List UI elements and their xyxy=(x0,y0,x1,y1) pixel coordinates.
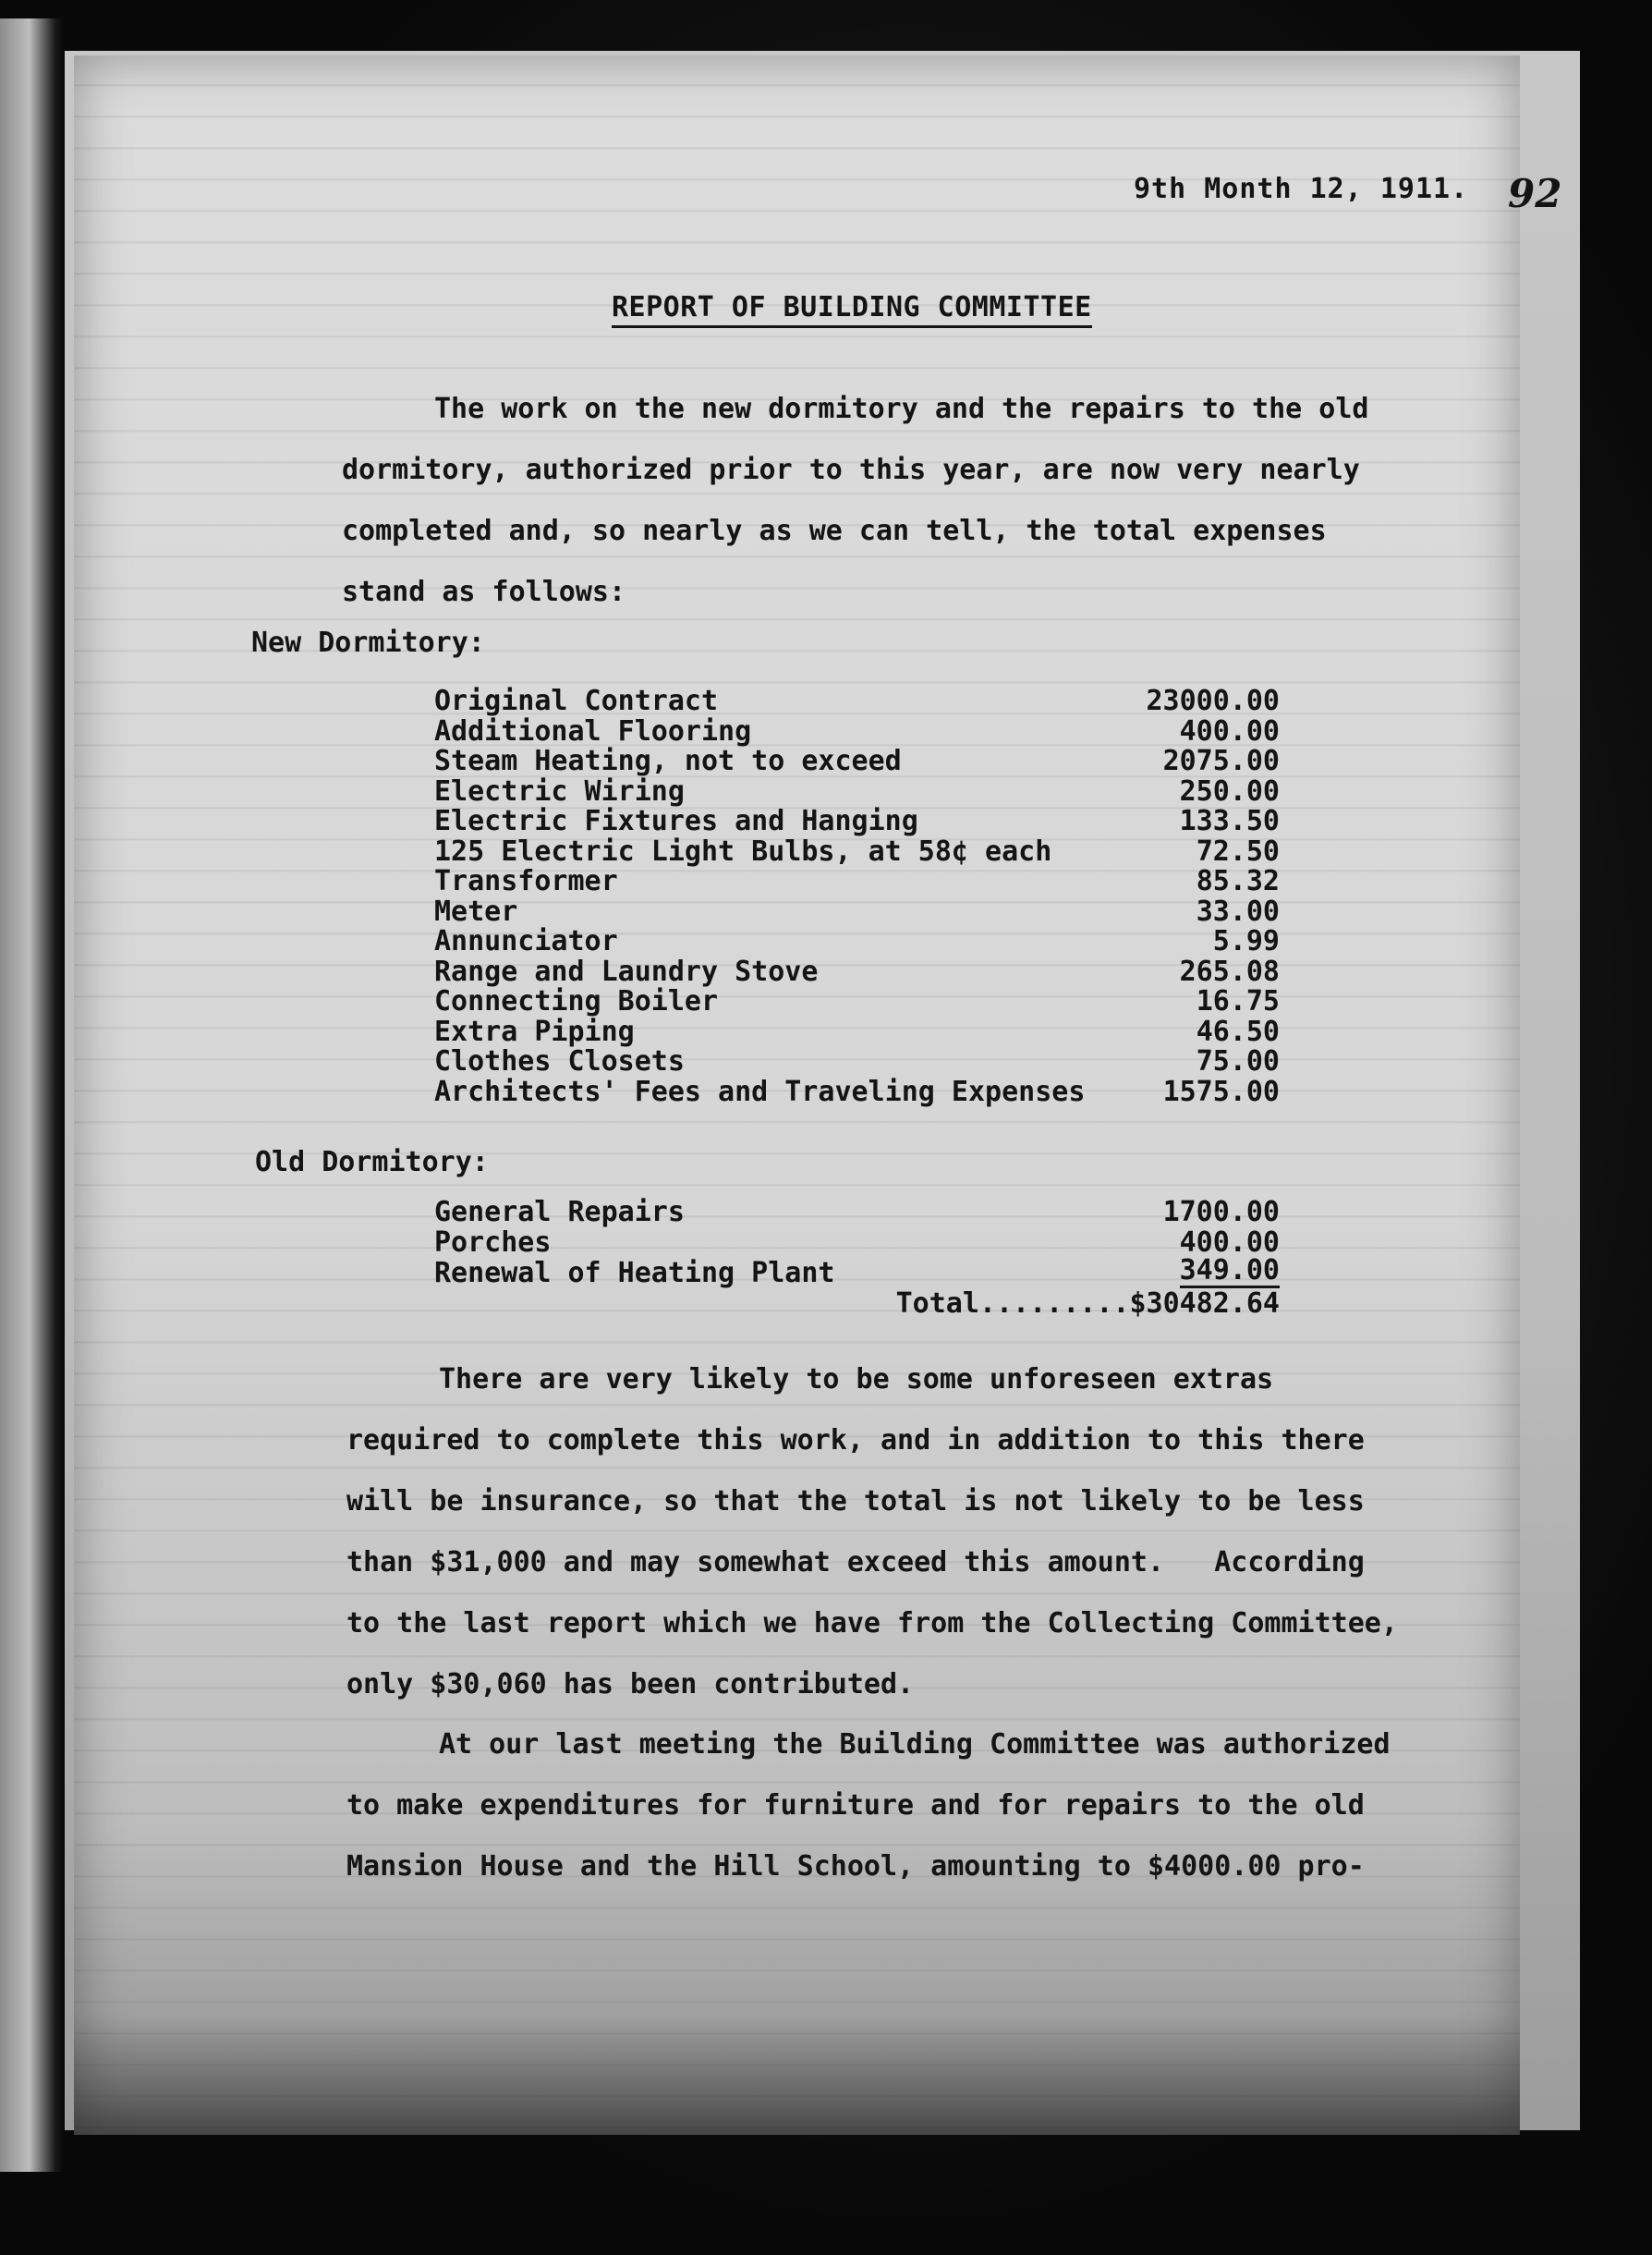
expense-desc: Original Contract xyxy=(434,685,719,717)
expense-row xyxy=(434,867,1280,897)
expense-desc: Additional Flooring xyxy=(434,714,752,748)
expense-amount: 400.00 xyxy=(1179,714,1280,748)
expense-row xyxy=(434,774,1280,808)
expense-amount: 72.50 xyxy=(1196,835,1280,868)
expense-desc: Connecting Boiler xyxy=(434,985,719,1018)
expense-desc: Architects' Fees and Traveling Expenses xyxy=(434,1075,1086,1108)
expense-amount: 75.00 xyxy=(1196,1045,1280,1078)
expense-amount: 16.75 xyxy=(1196,985,1280,1018)
expense-desc: Transformer xyxy=(434,865,618,897)
expense-amount: 33.00 xyxy=(1196,895,1280,928)
page-number: 92 xyxy=(1508,171,1562,216)
expense-row xyxy=(434,927,1280,957)
paragraph-line: required to complete this work, and in addition to this there xyxy=(346,1424,1365,1457)
expense-desc: Renewal of Heating Plant xyxy=(434,1257,835,1289)
expense-row xyxy=(434,687,1280,717)
extras-paragraph xyxy=(346,1349,1464,1715)
expense-row xyxy=(434,1075,1280,1108)
expense-amount: 1700.00 xyxy=(1162,1196,1280,1228)
new-dormitory-label: New Dormitory: xyxy=(251,627,485,659)
expense-total: Total.........$30482.64 xyxy=(895,1287,1280,1320)
expense-amount: 46.50 xyxy=(1196,1015,1280,1048)
scan-bottom-shadow xyxy=(74,2015,1520,2135)
paragraph-line: to make expenditures for furniture and for repairs to the old xyxy=(346,1789,1365,1822)
expense-amount: 5.99 xyxy=(1212,925,1280,957)
paragraph-line: There are very likely to be some unforeseen extras xyxy=(439,1363,1274,1396)
paragraph-line: At our last meeting the Building Committee was authorized xyxy=(439,1728,1391,1761)
report-title: REPORT OF BUILDING COMMITTEE xyxy=(612,291,1092,328)
expense-amount: 400.00 xyxy=(1179,1226,1280,1259)
paragraph-line: will be insurance, so that the total is not likely to be less xyxy=(346,1485,1365,1518)
expense-row xyxy=(434,1197,1280,1227)
expense-row xyxy=(434,897,1280,928)
expense-desc: 125 Electric Light Bulbs, at 58¢ each xyxy=(434,835,1052,868)
expense-desc: Clothes Closets xyxy=(434,1045,685,1078)
new-dormitory-expense-list xyxy=(434,687,1280,1107)
intro-paragraph xyxy=(342,379,1451,623)
expense-row xyxy=(434,747,1280,777)
paragraph-line: than $31,000 and may somewhat exceed this amount. According xyxy=(346,1546,1365,1578)
adjacent-page-edge xyxy=(0,18,65,2172)
expense-row xyxy=(434,1227,1280,1258)
expense-row xyxy=(434,837,1280,868)
expense-desc: Electric Wiring xyxy=(434,774,685,808)
paragraph-line: only $30,060 has been contributed. xyxy=(346,1668,915,1700)
expense-row xyxy=(434,987,1280,1018)
expense-desc: Range and Laundry Stove xyxy=(434,955,819,988)
expense-row xyxy=(434,807,1280,837)
report-date: 9th Month 12, 1911. xyxy=(1134,173,1469,205)
intro-line: dormitory, authorized prior to this year, are now very nearly xyxy=(342,454,1360,486)
paragraph-line: to the last report which we have from the Collecting Committee, xyxy=(346,1607,1398,1639)
expense-desc: Meter xyxy=(434,895,518,928)
authorization-paragraph xyxy=(346,1714,1464,1897)
old-dormitory-label: Old Dormitory: xyxy=(255,1146,489,1178)
expense-row xyxy=(434,1254,1280,1289)
expense-desc: Electric Fixtures and Hanging xyxy=(434,805,918,837)
old-dormitory-expense-list xyxy=(434,1197,1280,1288)
intro-line: The work on the new dormitory and the repairs to the old xyxy=(434,393,1369,425)
expense-amount: 349.00 xyxy=(1179,1254,1280,1286)
intro-line: completed and, so nearly as we can tell, the total expenses xyxy=(342,515,1327,547)
expense-row xyxy=(434,957,1280,988)
expense-row xyxy=(434,1047,1280,1078)
intro-line: stand as follows: xyxy=(342,576,626,608)
expense-amount: 265.08 xyxy=(1179,955,1280,988)
expense-desc: Annunciator xyxy=(434,925,618,957)
expense-row xyxy=(434,1015,1280,1048)
expense-amount: 23000.00 xyxy=(1146,685,1280,717)
expense-desc: Steam Heating, not to exceed xyxy=(434,745,902,777)
expense-amount: 2075.00 xyxy=(1162,745,1280,777)
expense-desc: Porches xyxy=(434,1226,552,1259)
expense-row xyxy=(434,714,1280,748)
expense-amount: 250.00 xyxy=(1179,774,1280,808)
expense-amount: 85.32 xyxy=(1196,865,1280,897)
paragraph-line: Mansion House and the Hill School, amounting to $4000.00 pro- xyxy=(346,1850,1365,1883)
expense-desc: General Repairs xyxy=(434,1196,685,1228)
expense-desc: Extra Piping xyxy=(434,1015,635,1048)
document-page xyxy=(74,55,1562,2135)
expense-amount: 133.50 xyxy=(1179,805,1280,837)
expense-amount: 1575.00 xyxy=(1162,1075,1280,1108)
